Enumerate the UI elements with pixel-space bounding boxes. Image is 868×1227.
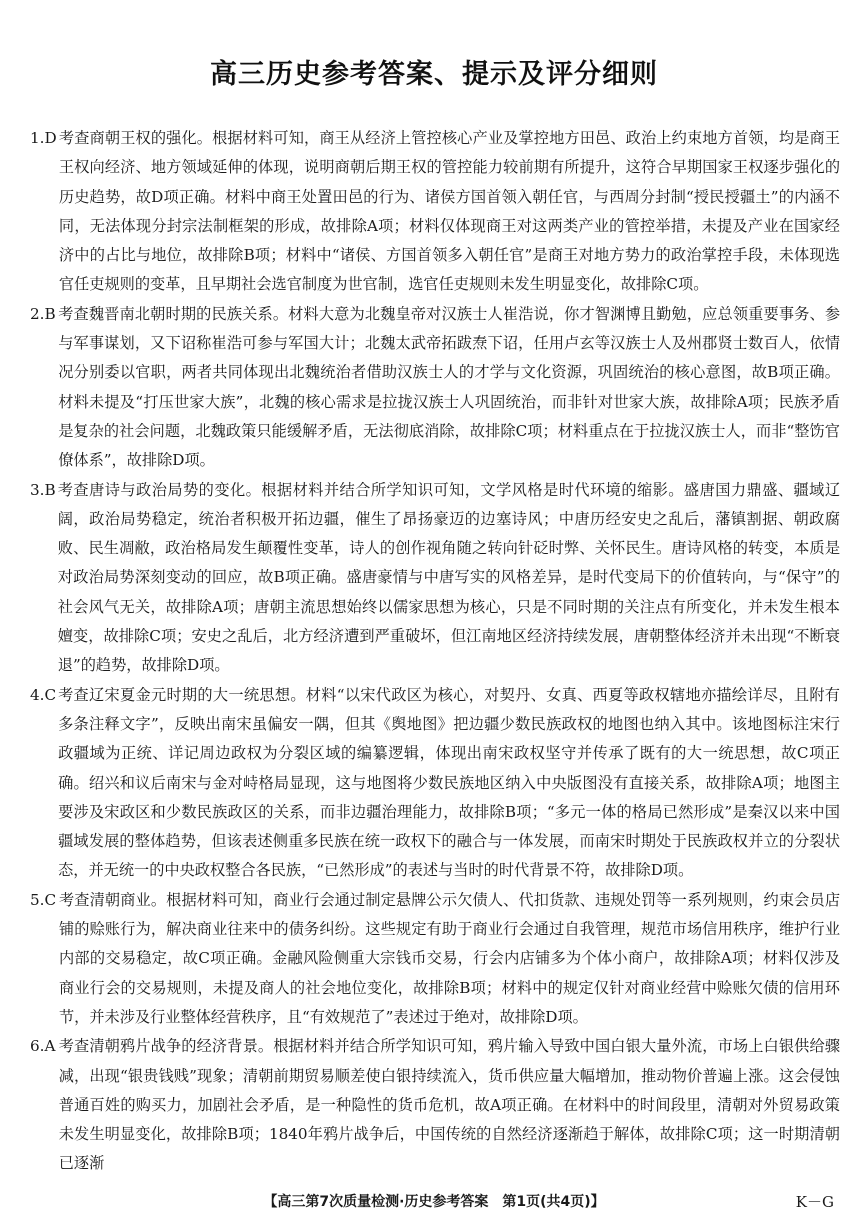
answer-list [30,124,840,1179]
answer-text: 考查唐诗与政治局势的变化。根据材料并结合所学知识可知，文学风格是时代环境的缩影。盛唐国力鼎盛、疆域辽阔，政治局势稳定，统治者积极开拓边疆，催生了昂扬豪迈的边塞诗风；中唐历经安史之乱后，藩镇割据、朝政腐败、民生凋敝，政治格局发生颠覆性变革，诗人的创作视角随之转向针砭时弊、关怀民生。唐诗风格的转变，本质是对政治局势深刻变动的回应，故B项正确。盛唐豪情与中唐写实的风格差异，是时代变局下的价值转向，与“保守”的社会风气无关，故排除A项；唐朝主流思想始终以儒家思想为核心，只是不同时期的关注点有所变化，并未发生根本嬗变，故排除C项；安史之乱后，北方经济遭到严重破坏，但江南地区经济持续发展，唐朝整体经济并未出现“不断衰退”的趋势，故排除D项。 [57,480,840,675]
answer-number: 2.B [30,304,56,323]
answer-item-5 [30,886,840,1032]
answer-number: 3.B [30,480,56,499]
answer-text: 考查魏晋南北朝时期的民族关系。材料大意为北魏皇帝对汉族士人崔浩说，你才智渊博且勤勉，应总领重要事务、参与军事谋划，又下诏称崔浩可参与军国大计；北魏太武帝拓跋焘下诏，任用卢玄等汉族士人及州郡贤士数百人，依情况分别委以官职，两者共同体现出北魏统治者借助汉族士人的才学与文化资源，巩固统治的核心意图，故B项正确。材料未提及“打压世家大族”，北魏的核心需求是拉拢汉族士人巩固统治，而非针对世家大族，故排除A项；民族矛盾是复杂的社会问题，北魏政策只能缓解矛盾，无法彻底消除，故排除C项；材料重点在于拉拢汉族士人，而非“整饬官僚体系”，故排除D项。 [58,304,840,470]
answer-item-2 [30,300,840,476]
page-title: 高三历史参考答案、提示及评分细则 [210,59,658,90]
answer-text: 考查商朝王权的强化。根据材料可知，商王从经济上管控核心产业及掌控地方田邑、政治上约束地方首领，均是商王王权向经济、地方领域延伸的体现，说明商朝后期王权的管控能力较前期有所提升，这符合早期国家王权逐步强化的历史趋势，故D项正确。材料中商王处置田邑的行为、诸侯方国首领入朝任官，与西周分封制“授民授疆土”的内涵不同，无法体现分封宗法制框架的形成，故排除A项；材料仅体现商王对这两类产业的管控举措，未提及产业在国家经济中的占比与地位，故排除B项；材料中“诸侯、方国首领多入朝任官”是商王对地方势力的政治掌控手段，未体现选官任吏规则的变革，且早期社会选官制度为世官制，选官任吏规则未发生明显变化，故排除C项。 [58,129,840,294]
answer-item-3 [30,476,840,681]
answer-text: 考查辽宋夏金元时期的大一统思想。材料“以宋代政区为核心，对契丹、女真、西夏等政权辖地亦描绘详尽，且附有多条注释文字”，反映出南宋虽偏安一隅，但其《舆地图》把边疆少数民族政权的地图也纳入其中。该地图标注宋行政疆域为正统、详记周边政权为分裂区域的编纂逻辑，体现出南宋政权坚守并传承了既有的大一统思想，故C项正确。绍兴和议后南宋与金对峙格局显现，这与地图将少数民族地区纳入中央版图没有直接关系，故排除A项；地图主要涉及宋政区和少数民族政区的关系，而非边疆治理能力，故排除B项；“多元一体的格局已然形成”是秦汉以来中国疆域发展的整体趋势，但该表述侧重多民族在统一政权下的融合与一体发展，而南宋时期处于民族政权并立的分裂状态，并无统一的中央政权整合各民族，“已然形成”的表述与当时的时代背景不符，故排除D项。 [58,685,840,880]
answer-number: 5.C [30,890,57,909]
footer-page-info: 【高三第7次质量检测·历史参考答案 第1页(共4页)】 [263,1194,605,1210]
answer-number: 6.A [30,1037,56,1056]
answer-text: 考查清朝鸦片战争的经济背景。根据材料并结合所学知识可知，鸦片输入导致中国白银大量外流，市场上白银供给骤减，出现“银贵钱贱”现象；清朝前期贸易顺差使白银持续流入，货币供应量大幅增加，推动物价普遍上涨。这会侵蚀普通百姓的购买力，加剧社会矛盾，是一种隐性的货币危机，故A项正确。在材料中的时间段里，清朝对外贸易政策未发生明显变化，故排除B项；1840年鸦片战争后，中国传统的自然经济逐渐趋于解体，故排除C项；这一时期清朝已逐渐 [58,1037,840,1173]
answer-text: 考查清朝商业。根据材料可知，商业行会通过制定悬牌公示欠债人、代扣货款、违规处罚等一系列规则，约束会员店铺的赊账行为，解决商业往来中的债务纠纷。这些规定有助于商业行会通过自我管理，规范市场信用秩序，维护行业内部的交易稳定，故C项正确。金融风险侧重大宗钱币交易，行会内店铺多为个体小商户，故排除A项；材料仅涉及商业行会的交易规则，未提及商人的社会地位变化，故排除B项；材料中的规定仅针对商业经营中赊账欠债的信用环节，并未涉及行业整体经营秩序，且“有效规范了”表述过于绝对，故排除D项。 [58,890,840,1026]
answer-number: 1.D [30,129,57,147]
answer-item-1 [30,124,840,300]
answer-item-6 [30,1032,840,1178]
answer-number: 4.C [30,685,57,704]
footer-code: K－G [795,1193,834,1211]
answer-item-4 [30,681,840,886]
